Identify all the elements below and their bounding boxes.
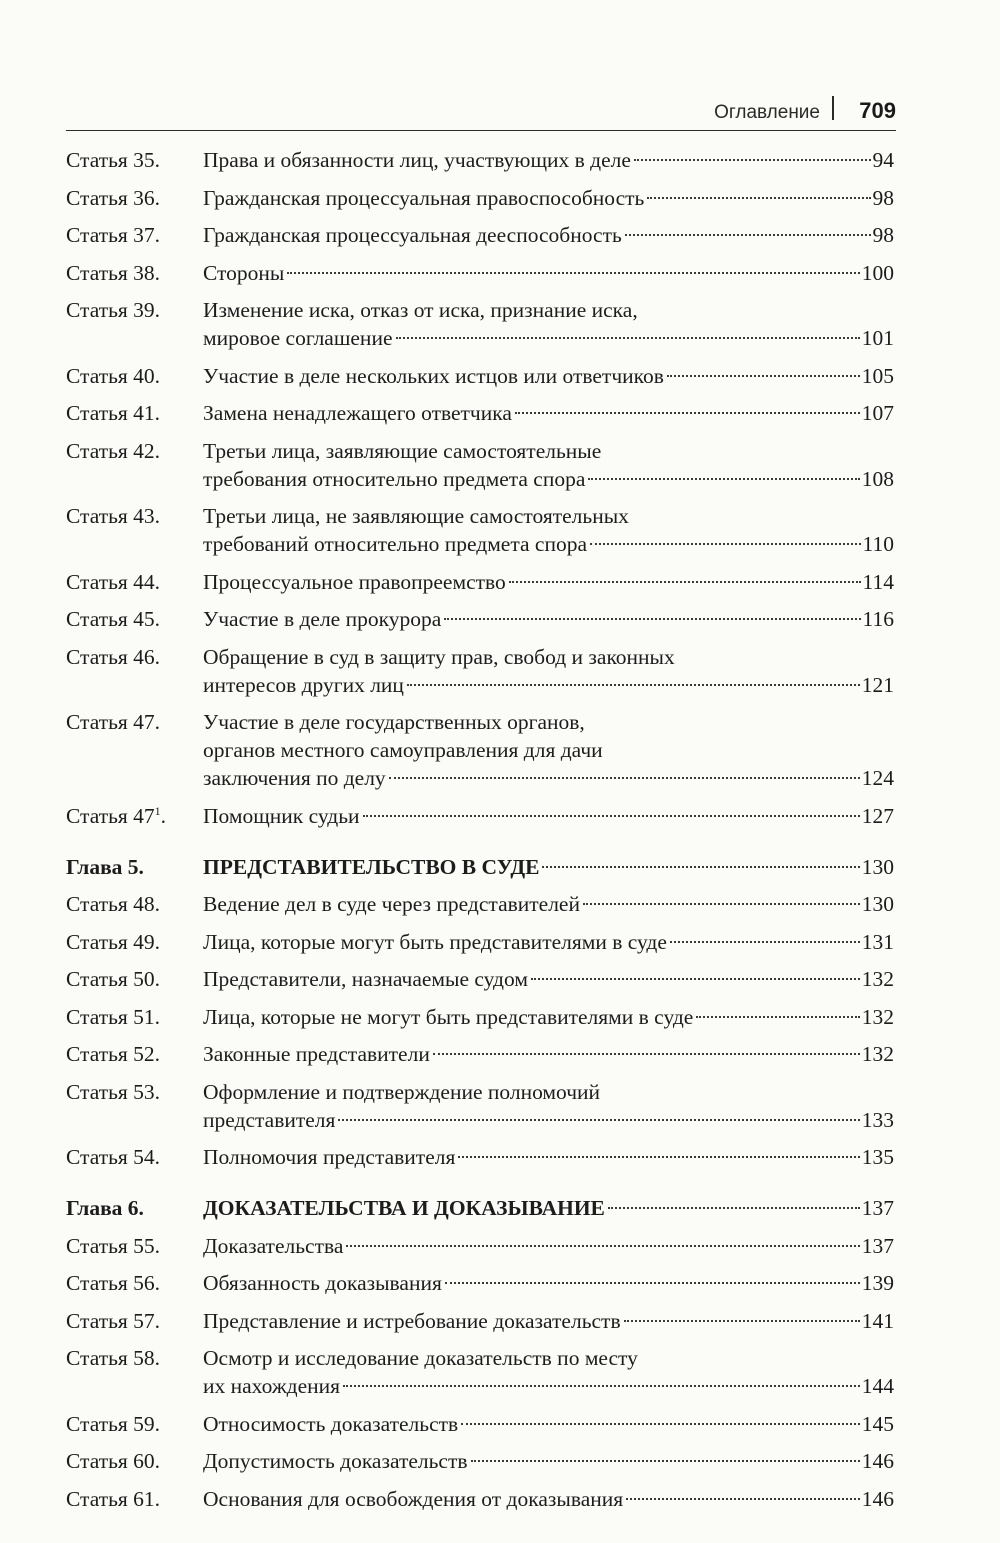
dot-leader bbox=[515, 412, 860, 414]
page-ref: 141 bbox=[861, 1308, 894, 1333]
label-text: Статья 44. bbox=[66, 569, 161, 594]
title-text: Стороны bbox=[203, 260, 285, 285]
title-last-line bbox=[203, 1232, 894, 1260]
entry-title bbox=[203, 643, 894, 699]
toc-entry bbox=[66, 802, 894, 830]
label-text: Статья 42. bbox=[66, 438, 161, 463]
page-ref: 132 bbox=[861, 967, 894, 991]
toc-entry bbox=[66, 502, 894, 558]
entry-title bbox=[203, 1485, 894, 1513]
label-text: Статья 53. bbox=[66, 1079, 161, 1104]
title-last-line bbox=[203, 1269, 894, 1297]
label-suffix: . bbox=[160, 803, 167, 828]
article-label bbox=[66, 1344, 203, 1372]
page-ref: 132 bbox=[861, 1042, 894, 1066]
toc-chapter-entry bbox=[66, 853, 894, 881]
title-last-line bbox=[203, 1447, 894, 1475]
label-text: Статья 49. bbox=[66, 929, 161, 954]
dot-leader bbox=[287, 272, 859, 274]
toc-entry bbox=[66, 362, 894, 390]
article-label bbox=[66, 1143, 203, 1171]
article-label bbox=[66, 1307, 203, 1335]
title-last-line bbox=[203, 890, 894, 918]
title-text: Законные представители bbox=[203, 1042, 430, 1066]
title-last-line bbox=[203, 764, 894, 792]
label-text: Статья 45. bbox=[66, 607, 161, 631]
dot-leader bbox=[583, 903, 860, 905]
label-text: Статья 46. bbox=[66, 644, 161, 669]
label-text: Статья 58. bbox=[66, 1346, 161, 1370]
dot-leader bbox=[625, 234, 871, 236]
article-label bbox=[66, 1078, 203, 1106]
title-last-line bbox=[203, 928, 894, 956]
title-text: интересов других лиц bbox=[203, 672, 404, 697]
title-text: Представление и истребование доказательств bbox=[203, 1308, 621, 1333]
title-last-line bbox=[203, 530, 894, 558]
article-label bbox=[66, 643, 203, 671]
dot-leader bbox=[363, 815, 860, 817]
label-text: Статья 39. bbox=[66, 298, 161, 322]
page-ref: 144 bbox=[861, 1374, 894, 1398]
page-ref: 114 bbox=[862, 569, 894, 594]
article-label bbox=[66, 1485, 203, 1513]
title-text: Гражданская процессуальная дееспособность bbox=[203, 223, 622, 247]
label-text: Статья 43. bbox=[66, 504, 161, 528]
title-last-line bbox=[203, 1003, 894, 1031]
label-text: Статья 57. bbox=[66, 1308, 161, 1333]
entry-title bbox=[203, 1143, 894, 1171]
title-last-line bbox=[203, 1143, 894, 1171]
entry-title bbox=[203, 437, 894, 493]
dot-leader bbox=[389, 777, 860, 779]
dot-leader bbox=[338, 1119, 859, 1121]
article-label bbox=[66, 296, 203, 324]
dot-leader bbox=[667, 375, 860, 377]
dot-leader bbox=[445, 1282, 860, 1284]
label-text: Глава 6. bbox=[66, 1196, 144, 1220]
dot-leader bbox=[647, 197, 870, 199]
label-text: Статья 41. bbox=[66, 401, 161, 425]
toc-entry bbox=[66, 1344, 894, 1400]
title-line: Третьи лица, не заявляющие самостоятельных bbox=[203, 504, 629, 528]
page-ref: 98 bbox=[872, 185, 894, 210]
title-text: представителя bbox=[203, 1107, 336, 1132]
dot-leader bbox=[588, 478, 859, 480]
article-label bbox=[66, 802, 203, 830]
entry-title bbox=[203, 802, 894, 830]
entry-title bbox=[203, 259, 894, 287]
title-line: Оформление и подтверждение полномочий bbox=[203, 1079, 601, 1104]
title-last-line bbox=[203, 465, 894, 493]
entry-title bbox=[203, 399, 894, 427]
entry-title bbox=[203, 296, 894, 352]
page-ref: 133 bbox=[861, 1107, 894, 1132]
entry-title bbox=[203, 568, 894, 596]
toc-entry bbox=[66, 1269, 894, 1297]
title-text: требования относительно предмета спора bbox=[203, 466, 586, 491]
title-text: мировое соглашение bbox=[203, 326, 393, 350]
title-text: Права и обязанности лиц, участвующих в деле bbox=[203, 148, 631, 172]
toc-entry bbox=[66, 1447, 894, 1475]
label-text: Статья 50. bbox=[66, 967, 161, 991]
title-text: Доказательства bbox=[203, 1233, 344, 1258]
dot-leader bbox=[343, 1385, 860, 1387]
title-line: Третьи лица, заявляющие самостоятельные bbox=[203, 438, 602, 463]
page-ref: 116 bbox=[862, 607, 894, 631]
dot-leader bbox=[461, 1423, 860, 1425]
toc-entry bbox=[66, 890, 894, 918]
title-text: Помощник судьи bbox=[203, 803, 360, 828]
chapter-label bbox=[66, 1194, 203, 1222]
page-ref: 121 bbox=[861, 672, 894, 697]
title-text: Гражданская процессуальная правоспособность bbox=[203, 185, 645, 210]
dot-leader bbox=[407, 684, 860, 686]
label-text: Статья 61. bbox=[66, 1486, 161, 1511]
page-number: 709 bbox=[859, 98, 896, 123]
page-ref: 135 bbox=[861, 1145, 894, 1169]
article-label bbox=[66, 221, 203, 249]
dot-leader bbox=[696, 1016, 859, 1018]
dot-leader bbox=[670, 941, 860, 943]
entry-title bbox=[203, 1232, 894, 1260]
label-text: Статья 36. bbox=[66, 185, 161, 210]
entry-title bbox=[203, 1194, 894, 1222]
article-label bbox=[66, 259, 203, 287]
entry-title bbox=[203, 1447, 894, 1475]
page-ref: 137 bbox=[861, 1196, 894, 1220]
entry-title bbox=[203, 708, 894, 792]
title-last-line bbox=[203, 605, 894, 633]
entry-title bbox=[203, 605, 894, 633]
title-last-line bbox=[203, 1194, 894, 1222]
toc-entry bbox=[66, 1003, 894, 1031]
dot-leader bbox=[626, 1498, 860, 1500]
dot-leader bbox=[433, 1053, 860, 1055]
entry-title bbox=[203, 362, 894, 390]
toc-entry bbox=[66, 1307, 894, 1335]
title-line: Участие в деле государственных органов, bbox=[203, 710, 585, 734]
page-ref: 146 bbox=[861, 1449, 894, 1473]
article-label bbox=[66, 1447, 203, 1475]
title-text: Полномочия представителя bbox=[203, 1145, 456, 1169]
title-last-line bbox=[203, 853, 894, 881]
toc-entry bbox=[66, 708, 894, 792]
entry-title bbox=[203, 1344, 894, 1400]
title-last-line bbox=[203, 259, 894, 287]
label-text: Статья 35. bbox=[66, 148, 161, 172]
entry-title bbox=[203, 890, 894, 918]
title-text: ДОКАЗАТЕЛЬСТВА И ДОКАЗЫВАНИЕ bbox=[203, 1196, 605, 1220]
article-label bbox=[66, 184, 203, 212]
toc-entry bbox=[66, 221, 894, 249]
page-ref: 108 bbox=[861, 466, 894, 491]
dot-leader bbox=[444, 618, 860, 620]
toc-entry bbox=[66, 399, 894, 427]
label-text: Статья 48. bbox=[66, 892, 161, 916]
dot-leader bbox=[471, 1460, 860, 1462]
page-ref: 94 bbox=[872, 148, 894, 172]
title-line: Обращение в суд в защиту прав, свобод и законных bbox=[203, 644, 675, 669]
title-last-line bbox=[203, 671, 894, 699]
label-text: Статья 51. bbox=[66, 1004, 161, 1029]
page-ref: 130 bbox=[861, 892, 894, 916]
title-text: Процессуальное правопреемство bbox=[203, 569, 506, 594]
title-text: Представители, назначаемые судом bbox=[203, 967, 528, 991]
label-text: Статья 59. bbox=[66, 1411, 161, 1436]
dot-leader bbox=[509, 581, 861, 583]
page-ref: 137 bbox=[861, 1233, 894, 1258]
page-ref: 146 bbox=[861, 1486, 894, 1511]
entry-title bbox=[203, 965, 894, 993]
title-last-line bbox=[203, 146, 894, 174]
article-label bbox=[66, 890, 203, 918]
page-ref: 130 bbox=[861, 854, 894, 879]
article-label bbox=[66, 1003, 203, 1031]
article-label bbox=[66, 605, 203, 633]
chapter-label bbox=[66, 853, 203, 881]
article-label bbox=[66, 965, 203, 993]
dot-leader bbox=[590, 543, 861, 545]
entry-title bbox=[203, 146, 894, 174]
title-last-line bbox=[203, 965, 894, 993]
label-text: Статья 37. bbox=[66, 223, 161, 247]
page-ref: 139 bbox=[861, 1271, 894, 1295]
page-ref: 110 bbox=[862, 532, 894, 556]
toc-entry bbox=[66, 296, 894, 352]
entry-title bbox=[203, 1078, 894, 1134]
entry-title bbox=[203, 184, 894, 212]
title-last-line bbox=[203, 802, 894, 830]
title-text: Относимость доказательств bbox=[203, 1411, 459, 1436]
article-label bbox=[66, 399, 203, 427]
page-ref: 132 bbox=[861, 1004, 894, 1029]
toc-entry bbox=[66, 146, 894, 174]
title-text: их нахождения bbox=[203, 1374, 341, 1398]
entry-title bbox=[203, 502, 894, 558]
label-text: Статья 52. bbox=[66, 1042, 161, 1066]
article-label bbox=[66, 1410, 203, 1438]
entry-title bbox=[203, 221, 894, 249]
toc-entry bbox=[66, 1485, 894, 1513]
title-text: Лица, которые не могут быть представителями в суде bbox=[203, 1004, 694, 1029]
page-ref: 98 bbox=[872, 223, 894, 247]
entry-title bbox=[203, 853, 894, 881]
title-last-line bbox=[203, 1410, 894, 1438]
entry-title bbox=[203, 1307, 894, 1335]
article-label bbox=[66, 502, 203, 530]
title-text: Замена ненадлежащего ответчика bbox=[203, 401, 512, 425]
title-text: Допустимость доказательств bbox=[203, 1449, 468, 1473]
title-last-line bbox=[203, 184, 894, 212]
dot-leader bbox=[396, 337, 860, 339]
title-text: требований относительно предмета спора bbox=[203, 532, 588, 556]
entry-title bbox=[203, 1410, 894, 1438]
toc-entry bbox=[66, 643, 894, 699]
toc-entry bbox=[66, 1078, 894, 1134]
page-ref: 101 bbox=[861, 326, 894, 350]
dot-leader bbox=[608, 1207, 860, 1209]
dot-leader bbox=[531, 978, 860, 980]
title-last-line bbox=[203, 1307, 894, 1335]
label-text: Статья 56. bbox=[66, 1271, 161, 1295]
title-text: Участие в деле нескольких истцов или ответчиков bbox=[203, 363, 664, 388]
label-text: Статья 38. bbox=[66, 260, 161, 285]
toc-entry bbox=[66, 1232, 894, 1260]
article-label bbox=[66, 568, 203, 596]
toc-entry bbox=[66, 259, 894, 287]
toc-entry bbox=[66, 965, 894, 993]
title-line: Изменение иска, отказ от иска, признание иска, bbox=[203, 298, 638, 322]
article-label bbox=[66, 928, 203, 956]
page-ref: 131 bbox=[861, 929, 894, 954]
running-head bbox=[66, 96, 896, 131]
title-last-line bbox=[203, 568, 894, 596]
title-text: ПРЕДСТАВИТЕЛЬСТВО В СУДЕ bbox=[203, 854, 540, 879]
label-text: Статья 55. bbox=[66, 1233, 161, 1258]
dot-leader bbox=[624, 1320, 860, 1322]
label-text: Глава 5. bbox=[66, 854, 144, 879]
page-ref: 124 bbox=[861, 766, 894, 790]
title-last-line bbox=[203, 362, 894, 390]
entry-title bbox=[203, 928, 894, 956]
entry-title bbox=[203, 1040, 894, 1068]
title-text: Ведение дел в суде через представителей bbox=[203, 892, 580, 916]
title-text: заключения по делу bbox=[203, 766, 386, 790]
title-text: Лица, которые могут быть представителями в суде bbox=[203, 929, 667, 954]
dot-leader bbox=[346, 1245, 859, 1247]
title-line: Осмотр и исследование доказательств по месту bbox=[203, 1346, 638, 1370]
entry-title bbox=[203, 1003, 894, 1031]
title-text: Основания для освобождения от доказывания bbox=[203, 1486, 624, 1511]
title-last-line bbox=[203, 1485, 894, 1513]
article-label bbox=[66, 146, 203, 174]
page-ref: 127 bbox=[861, 803, 894, 828]
title-last-line bbox=[203, 221, 894, 249]
dot-leader bbox=[458, 1156, 859, 1158]
table-of-contents bbox=[66, 146, 894, 1513]
dot-leader bbox=[542, 866, 859, 868]
page-ref: 105 bbox=[861, 363, 894, 388]
article-label bbox=[66, 1040, 203, 1068]
toc-entry bbox=[66, 1410, 894, 1438]
title-last-line bbox=[203, 1372, 894, 1400]
title-last-line bbox=[203, 1106, 894, 1134]
title-last-line bbox=[203, 1040, 894, 1068]
article-label bbox=[66, 1232, 203, 1260]
label-text: Статья 47. bbox=[66, 710, 161, 734]
dot-leader bbox=[634, 159, 871, 161]
article-label bbox=[66, 362, 203, 390]
article-label bbox=[66, 437, 203, 465]
label-text: Статья 60. bbox=[66, 1449, 161, 1473]
page-ref: 100 bbox=[861, 260, 894, 285]
entry-title bbox=[203, 1269, 894, 1297]
page-ref: 145 bbox=[861, 1411, 894, 1436]
title-last-line bbox=[203, 399, 894, 427]
toc-chapter-entry bbox=[66, 1194, 894, 1222]
toc-entry bbox=[66, 568, 894, 596]
toc-entry bbox=[66, 184, 894, 212]
title-last-line bbox=[203, 324, 894, 352]
label-superscript: 1 bbox=[154, 803, 161, 818]
toc-entry bbox=[66, 437, 894, 493]
title-text: Обязанность доказывания bbox=[203, 1271, 442, 1295]
page-ref: 107 bbox=[861, 401, 894, 425]
label-text: Статья 54. bbox=[66, 1145, 161, 1169]
article-label bbox=[66, 708, 203, 736]
header-separator bbox=[832, 96, 834, 120]
toc-entry bbox=[66, 1040, 894, 1068]
title-line: органов местного самоуправления для дачи bbox=[203, 738, 603, 762]
label-text: Статья 40. bbox=[66, 363, 161, 388]
title-text: Участие в деле прокурора bbox=[203, 607, 442, 631]
section-title: Оглавление bbox=[714, 102, 820, 123]
toc-entry bbox=[66, 605, 894, 633]
toc-entry bbox=[66, 928, 894, 956]
label-text: Статья 47 bbox=[66, 803, 155, 828]
toc-entry bbox=[66, 1143, 894, 1171]
article-label bbox=[66, 1269, 203, 1297]
